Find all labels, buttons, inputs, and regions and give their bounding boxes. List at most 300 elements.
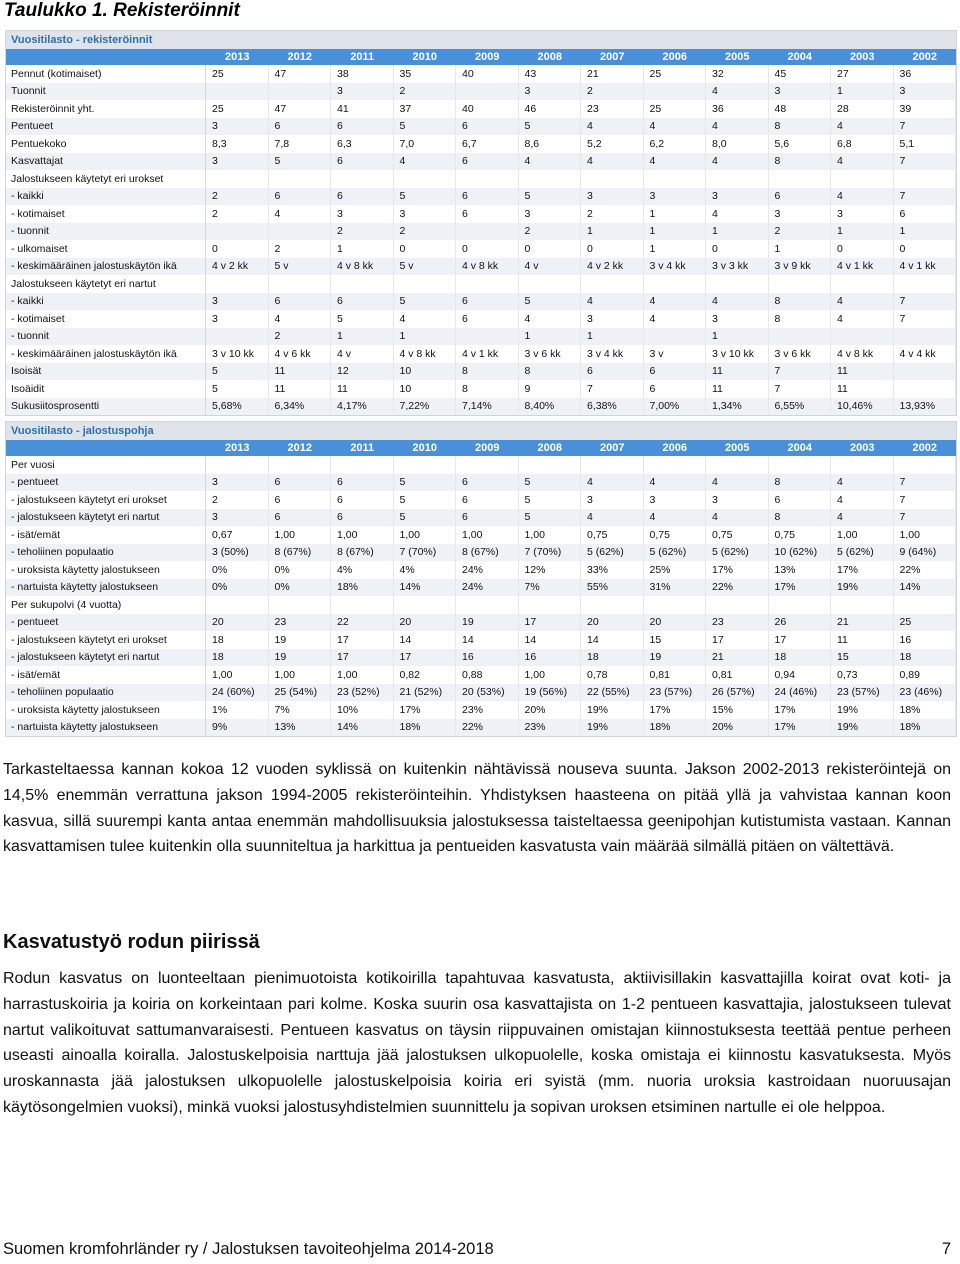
table-cell: 11 <box>831 631 894 649</box>
table-cell: 1 <box>706 223 769 241</box>
header-blank-cell <box>6 440 206 456</box>
registrations-table <box>6 49 956 415</box>
table-cell: 15 <box>831 649 894 667</box>
row-label: - kaikki <box>6 188 206 206</box>
table-cell: 11 <box>706 380 769 398</box>
table-cell: 5 (62%) <box>581 544 644 562</box>
table-cell: 6 <box>269 474 332 492</box>
table-cell: 37 <box>394 100 457 118</box>
table-row <box>6 258 956 276</box>
table-row <box>6 153 956 171</box>
table-cell: 11 <box>831 363 894 381</box>
row-label: - uroksista käytetty jalostukseen <box>6 561 206 579</box>
row-label: Sukusiitosprosentti <box>6 398 206 416</box>
table-row <box>6 118 956 136</box>
table-cell <box>706 170 769 188</box>
table-cell <box>206 170 269 188</box>
table-cell: 36 <box>894 65 957 83</box>
table-cell: 18 <box>769 649 832 667</box>
row-label: - jalostukseen käytetyt eri nartut <box>6 649 206 667</box>
table-row <box>6 205 956 223</box>
table-cell <box>894 170 957 188</box>
table-cell: 11 <box>269 380 332 398</box>
table-cell <box>831 456 894 474</box>
year-header: 2006 <box>644 440 707 456</box>
table-cell: 3 <box>394 205 457 223</box>
table-cell: 5 <box>394 118 457 136</box>
table-cell: 5 <box>394 509 457 527</box>
table-cell: 3 v 10 kk <box>206 345 269 363</box>
table-cell: 3 v 6 kk <box>519 345 582 363</box>
table-cell: 4 <box>706 118 769 136</box>
table-cell: 0% <box>269 579 332 597</box>
row-label: - jalostukseen käytetyt eri urokset <box>6 491 206 509</box>
table-cell: 3 <box>331 205 394 223</box>
table-cell: 2 <box>206 188 269 206</box>
table-cell: 16 <box>519 649 582 667</box>
table-cell: 0 <box>581 240 644 258</box>
year-header: 2002 <box>894 440 957 456</box>
table-cell: 0% <box>206 579 269 597</box>
table-cell: 20% <box>519 701 582 719</box>
table-cell: 0,81 <box>644 666 707 684</box>
table-cell: 11 <box>706 363 769 381</box>
table-cell: 1 <box>831 83 894 101</box>
table-cell: 25 <box>894 614 957 632</box>
table-cell <box>706 596 769 614</box>
table-cell: 18% <box>894 719 957 737</box>
table-cell <box>894 380 957 398</box>
table-cell: 5 <box>206 380 269 398</box>
table-cell: 17 <box>331 631 394 649</box>
table-cell: 3 <box>769 205 832 223</box>
table-cell: 2 <box>269 240 332 258</box>
table-row <box>6 614 956 632</box>
row-label: - uroksista käytetty jalostukseen <box>6 701 206 719</box>
table-cell <box>269 223 332 241</box>
table-cell: 0 <box>519 240 582 258</box>
table-cell: 5,6 <box>769 135 832 153</box>
table-cell: 3 <box>519 205 582 223</box>
table-cell: 4 <box>831 474 894 492</box>
table-cell: 5 <box>269 153 332 171</box>
table-cell: 0,78 <box>581 666 644 684</box>
table-cell: 0,89 <box>894 666 957 684</box>
table-cell: 6 <box>581 363 644 381</box>
table-cell: 11 <box>331 380 394 398</box>
table-cell: 0 <box>894 240 957 258</box>
table-cell: 3 <box>581 188 644 206</box>
row-label: Tuonnit <box>6 83 206 101</box>
year-header: 2013 <box>206 49 269 65</box>
table-cell: 20% <box>706 719 769 737</box>
table-cell: 1 <box>769 240 832 258</box>
table-cell: 7% <box>519 579 582 597</box>
table-cell: 22% <box>706 579 769 597</box>
table-cell: 3 <box>644 188 707 206</box>
table-cell: 1,00 <box>519 666 582 684</box>
table-cell: 40 <box>456 100 519 118</box>
table-cell: 19% <box>831 701 894 719</box>
table-cell: 1 <box>331 328 394 346</box>
table-cell: 8 <box>456 363 519 381</box>
table-cell: 3 <box>519 83 582 101</box>
table-cell: 7 <box>769 363 832 381</box>
row-label: - pentueet <box>6 474 206 492</box>
table-cell: 4 <box>831 293 894 311</box>
table-cell: 7% <box>269 701 332 719</box>
table-row <box>6 363 956 381</box>
table-cell: 11 <box>269 363 332 381</box>
table-cell <box>831 596 894 614</box>
table-cell: 4 v 1 kk <box>831 258 894 276</box>
table-cell: 2 <box>519 223 582 241</box>
table-cell: 7,22% <box>394 398 457 416</box>
table-cell: 6,38% <box>581 398 644 416</box>
table-row <box>6 240 956 258</box>
row-label: - kaikki <box>6 293 206 311</box>
table-cell: 23 <box>269 614 332 632</box>
table-cell: 22% <box>894 561 957 579</box>
table-cell: 24 (60%) <box>206 684 269 702</box>
table-cell: 17 <box>519 614 582 632</box>
table-cell: 14% <box>894 579 957 597</box>
table-cell: 1 <box>894 223 957 241</box>
table-cell: 18 <box>581 649 644 667</box>
table-cell: 22 <box>331 614 394 632</box>
table-cell: 23 (57%) <box>644 684 707 702</box>
table-cell <box>269 275 332 293</box>
table-row <box>6 701 956 719</box>
table-cell: 31% <box>644 579 707 597</box>
table-cell: 3 <box>706 310 769 328</box>
table-cell: 17 <box>706 631 769 649</box>
table-cell <box>394 170 457 188</box>
table-cell: 4 <box>581 118 644 136</box>
table-cell <box>331 275 394 293</box>
table-cell <box>769 275 832 293</box>
table-row <box>6 509 956 527</box>
table-cell: 46 <box>519 100 582 118</box>
table-cell: 4 <box>644 310 707 328</box>
table-caption: Taulukko 1. Rekisteröinnit <box>4 0 240 21</box>
table-cell: 25% <box>644 561 707 579</box>
table-cell: 3 v <box>644 345 707 363</box>
table-cell <box>206 456 269 474</box>
table-cell: 1,00 <box>331 666 394 684</box>
table-cell: 4 <box>644 118 707 136</box>
year-header: 2004 <box>769 49 832 65</box>
table-row <box>6 310 956 328</box>
table-cell: 4 v 2 kk <box>581 258 644 276</box>
table-cell: 25 (54%) <box>269 684 332 702</box>
table-cell: 14% <box>394 579 457 597</box>
table-cell: 4 <box>831 491 894 509</box>
table-cell: 55% <box>581 579 644 597</box>
table-cell: 15 <box>644 631 707 649</box>
table-cell <box>519 596 582 614</box>
table-cell <box>456 223 519 241</box>
table-cell: 1% <box>206 701 269 719</box>
table-cell <box>519 456 582 474</box>
table-cell: 0 <box>394 240 457 258</box>
table-cell: 0,94 <box>769 666 832 684</box>
table-cell: 4 <box>831 118 894 136</box>
table-cell <box>706 456 769 474</box>
table-cell: 6 <box>269 293 332 311</box>
table-cell: 3 <box>206 153 269 171</box>
table-cell: 6 <box>456 118 519 136</box>
table-cell: 3 v 4 kk <box>581 345 644 363</box>
table-cell <box>456 170 519 188</box>
table-cell: 4 <box>519 153 582 171</box>
table-cell: 4% <box>394 561 457 579</box>
table-cell <box>206 328 269 346</box>
table-cell: 12% <box>519 561 582 579</box>
table-cell: 7 (70%) <box>519 544 582 562</box>
table-cell: 3 v 4 kk <box>644 258 707 276</box>
table-cell: 6 <box>331 509 394 527</box>
table-cell: 1 <box>581 223 644 241</box>
table-cell: 6,2 <box>644 135 707 153</box>
table-cell: 8 (67%) <box>331 544 394 562</box>
table-cell: 1,00 <box>519 526 582 544</box>
year-header: 2007 <box>581 440 644 456</box>
table-cell: 0,75 <box>769 526 832 544</box>
table-cell: 5 (62%) <box>706 544 769 562</box>
table-cell: 6 <box>331 153 394 171</box>
table-cell <box>894 275 957 293</box>
table-cell: 18 <box>206 631 269 649</box>
table-cell: 6 <box>456 153 519 171</box>
table-cell: 40 <box>456 65 519 83</box>
table-cell <box>519 170 582 188</box>
table-cell: 4 v 6 kk <box>269 345 332 363</box>
table-cell: 4 v 8 kk <box>331 258 394 276</box>
table-row <box>6 223 956 241</box>
table-cell: 4 v 8 kk <box>831 345 894 363</box>
table-cell: 7 <box>894 310 957 328</box>
table-cell: 11 <box>831 380 894 398</box>
table-cell: 7,0 <box>394 135 457 153</box>
table-cell <box>894 363 957 381</box>
panel-title-registrations: Vuositilasto - rekisteröinnit <box>11 34 153 46</box>
table-cell: 1,00 <box>331 526 394 544</box>
table-cell: 4% <box>331 561 394 579</box>
row-label: Jalostukseen käytetyt eri urokset <box>6 170 206 188</box>
table-cell: 1 <box>831 223 894 241</box>
table-cell: 8 <box>769 474 832 492</box>
table-cell: 17% <box>706 561 769 579</box>
table-cell: 3 <box>331 83 394 101</box>
table-cell: 2 <box>206 491 269 509</box>
table-cell: 6 <box>456 509 519 527</box>
table-cell: 17% <box>769 701 832 719</box>
table-cell: 4 <box>706 83 769 101</box>
table-cell: 2 <box>394 223 457 241</box>
table-cell: 7 <box>894 491 957 509</box>
table-cell: 8 <box>769 153 832 171</box>
table-cell: 12 <box>331 363 394 381</box>
table-cell: 32 <box>706 65 769 83</box>
header-blank-cell <box>6 49 206 65</box>
year-header: 2005 <box>706 49 769 65</box>
table-cell: 8,40% <box>519 398 582 416</box>
table-cell: 4 <box>581 474 644 492</box>
table-cell: 1,00 <box>206 666 269 684</box>
table-cell: 4 v 8 kk <box>394 345 457 363</box>
table-cell: 6 <box>331 188 394 206</box>
table-cell: 8 <box>769 509 832 527</box>
table-cell: 5 <box>206 363 269 381</box>
table-cell <box>206 83 269 101</box>
table-cell: 2 <box>394 83 457 101</box>
row-label: - teholiinen populaatio <box>6 544 206 562</box>
year-header: 2011 <box>331 440 394 456</box>
table-row <box>6 544 956 562</box>
table-cell: 26 (57%) <box>706 684 769 702</box>
table-cell <box>831 328 894 346</box>
table-cell: 14 <box>456 631 519 649</box>
table-row <box>6 380 956 398</box>
table-row <box>6 293 956 311</box>
row-label: Per vuosi <box>6 456 206 474</box>
breeding-base-table <box>6 440 956 736</box>
row-label: - pentueet <box>6 614 206 632</box>
table-cell <box>519 275 582 293</box>
table-cell: 6 <box>644 380 707 398</box>
table-cell: 7 <box>894 293 957 311</box>
table-cell: 0% <box>206 561 269 579</box>
table-cell: 8,6 <box>519 135 582 153</box>
table-row <box>6 456 956 474</box>
table-cell <box>206 275 269 293</box>
table-cell: 4 <box>706 205 769 223</box>
table-cell: 8 <box>456 380 519 398</box>
table-cell: 4 <box>706 293 769 311</box>
table-cell <box>331 456 394 474</box>
table-cell <box>269 170 332 188</box>
table-cell: 10% <box>331 701 394 719</box>
table-cell: 15% <box>706 701 769 719</box>
table-cell <box>331 596 394 614</box>
table-cell: 4 v 4 kk <box>894 345 957 363</box>
table-cell: 3 v 9 kk <box>769 258 832 276</box>
table-cell: 18% <box>644 719 707 737</box>
table-cell: 4 <box>644 509 707 527</box>
table-cell: 5 <box>519 509 582 527</box>
table-cell: 7 <box>894 188 957 206</box>
table-cell: 4 v 8 kk <box>456 258 519 276</box>
table-cell: 6 <box>894 205 957 223</box>
table-cell: 23 (52%) <box>331 684 394 702</box>
table-cell: 5 <box>519 188 582 206</box>
table-cell: 6 <box>269 188 332 206</box>
table-cell: 9% <box>206 719 269 737</box>
table-cell: 6 <box>769 491 832 509</box>
table-cell: 3 v 3 kk <box>706 258 769 276</box>
table-cell: 1,00 <box>394 526 457 544</box>
row-label: - tuonnit <box>6 223 206 241</box>
row-label: - ulkomaiset <box>6 240 206 258</box>
table-row <box>6 631 956 649</box>
table-cell: 9 <box>519 380 582 398</box>
table-cell: 1,00 <box>269 666 332 684</box>
table-cell: 4 <box>581 509 644 527</box>
table-cell: 5,2 <box>581 135 644 153</box>
row-label: - nartuista käytetty jalostukseen <box>6 579 206 597</box>
table-cell: 4 <box>831 188 894 206</box>
table-cell: 1,00 <box>831 526 894 544</box>
table-row <box>6 135 956 153</box>
table-row <box>6 188 956 206</box>
table-cell <box>644 170 707 188</box>
row-label: - tuonnit <box>6 328 206 346</box>
table-cell: 24 (46%) <box>769 684 832 702</box>
table-cell: 17% <box>394 701 457 719</box>
table-cell: 10 <box>394 380 457 398</box>
table-cell <box>331 170 394 188</box>
year-header: 2013 <box>206 440 269 456</box>
table-cell: 0,75 <box>644 526 707 544</box>
table-cell: 18 <box>894 649 957 667</box>
table-cell: 1 <box>331 240 394 258</box>
table-cell: 22 (55%) <box>581 684 644 702</box>
table-row <box>6 328 956 346</box>
table-cell: 19 <box>269 649 332 667</box>
table-cell: 10 (62%) <box>769 544 832 562</box>
table-cell: 3 <box>206 118 269 136</box>
table-cell: 6 <box>331 293 394 311</box>
table-cell: 5 <box>394 188 457 206</box>
table-cell: 4 <box>644 153 707 171</box>
year-header: 2008 <box>519 49 582 65</box>
table-cell: 6,3 <box>331 135 394 153</box>
row-label: - isät/emät <box>6 526 206 544</box>
year-header: 2007 <box>581 49 644 65</box>
table-cell <box>456 275 519 293</box>
table-cell: 6,8 <box>831 135 894 153</box>
table-cell: 19% <box>581 719 644 737</box>
table-cell: 3 <box>644 491 707 509</box>
table-cell: 25 <box>206 100 269 118</box>
table-cell: 28 <box>831 100 894 118</box>
registrations-statistics-panel <box>5 30 957 416</box>
table-cell: 7,00% <box>644 398 707 416</box>
table-cell: 6 <box>456 205 519 223</box>
table-cell: 6 <box>644 363 707 381</box>
table-cell: 5 <box>394 293 457 311</box>
table-cell <box>894 328 957 346</box>
table-cell: 0,88 <box>456 666 519 684</box>
table-cell <box>769 456 832 474</box>
table-cell: 17 <box>331 649 394 667</box>
table-cell: 3 <box>894 83 957 101</box>
table-cell: 7 <box>894 153 957 171</box>
table-cell: 5 <box>519 118 582 136</box>
table-cell: 24% <box>456 579 519 597</box>
table-cell: 45 <box>769 65 832 83</box>
table-row <box>6 491 956 509</box>
table-cell: 3 v 10 kk <box>706 345 769 363</box>
table-row <box>6 719 956 737</box>
table-cell <box>769 170 832 188</box>
year-header: 2006 <box>644 49 707 65</box>
table-cell: 48 <box>769 100 832 118</box>
table-cell: 3 <box>706 491 769 509</box>
table-cell: 1 <box>394 328 457 346</box>
year-header: 2004 <box>769 440 832 456</box>
